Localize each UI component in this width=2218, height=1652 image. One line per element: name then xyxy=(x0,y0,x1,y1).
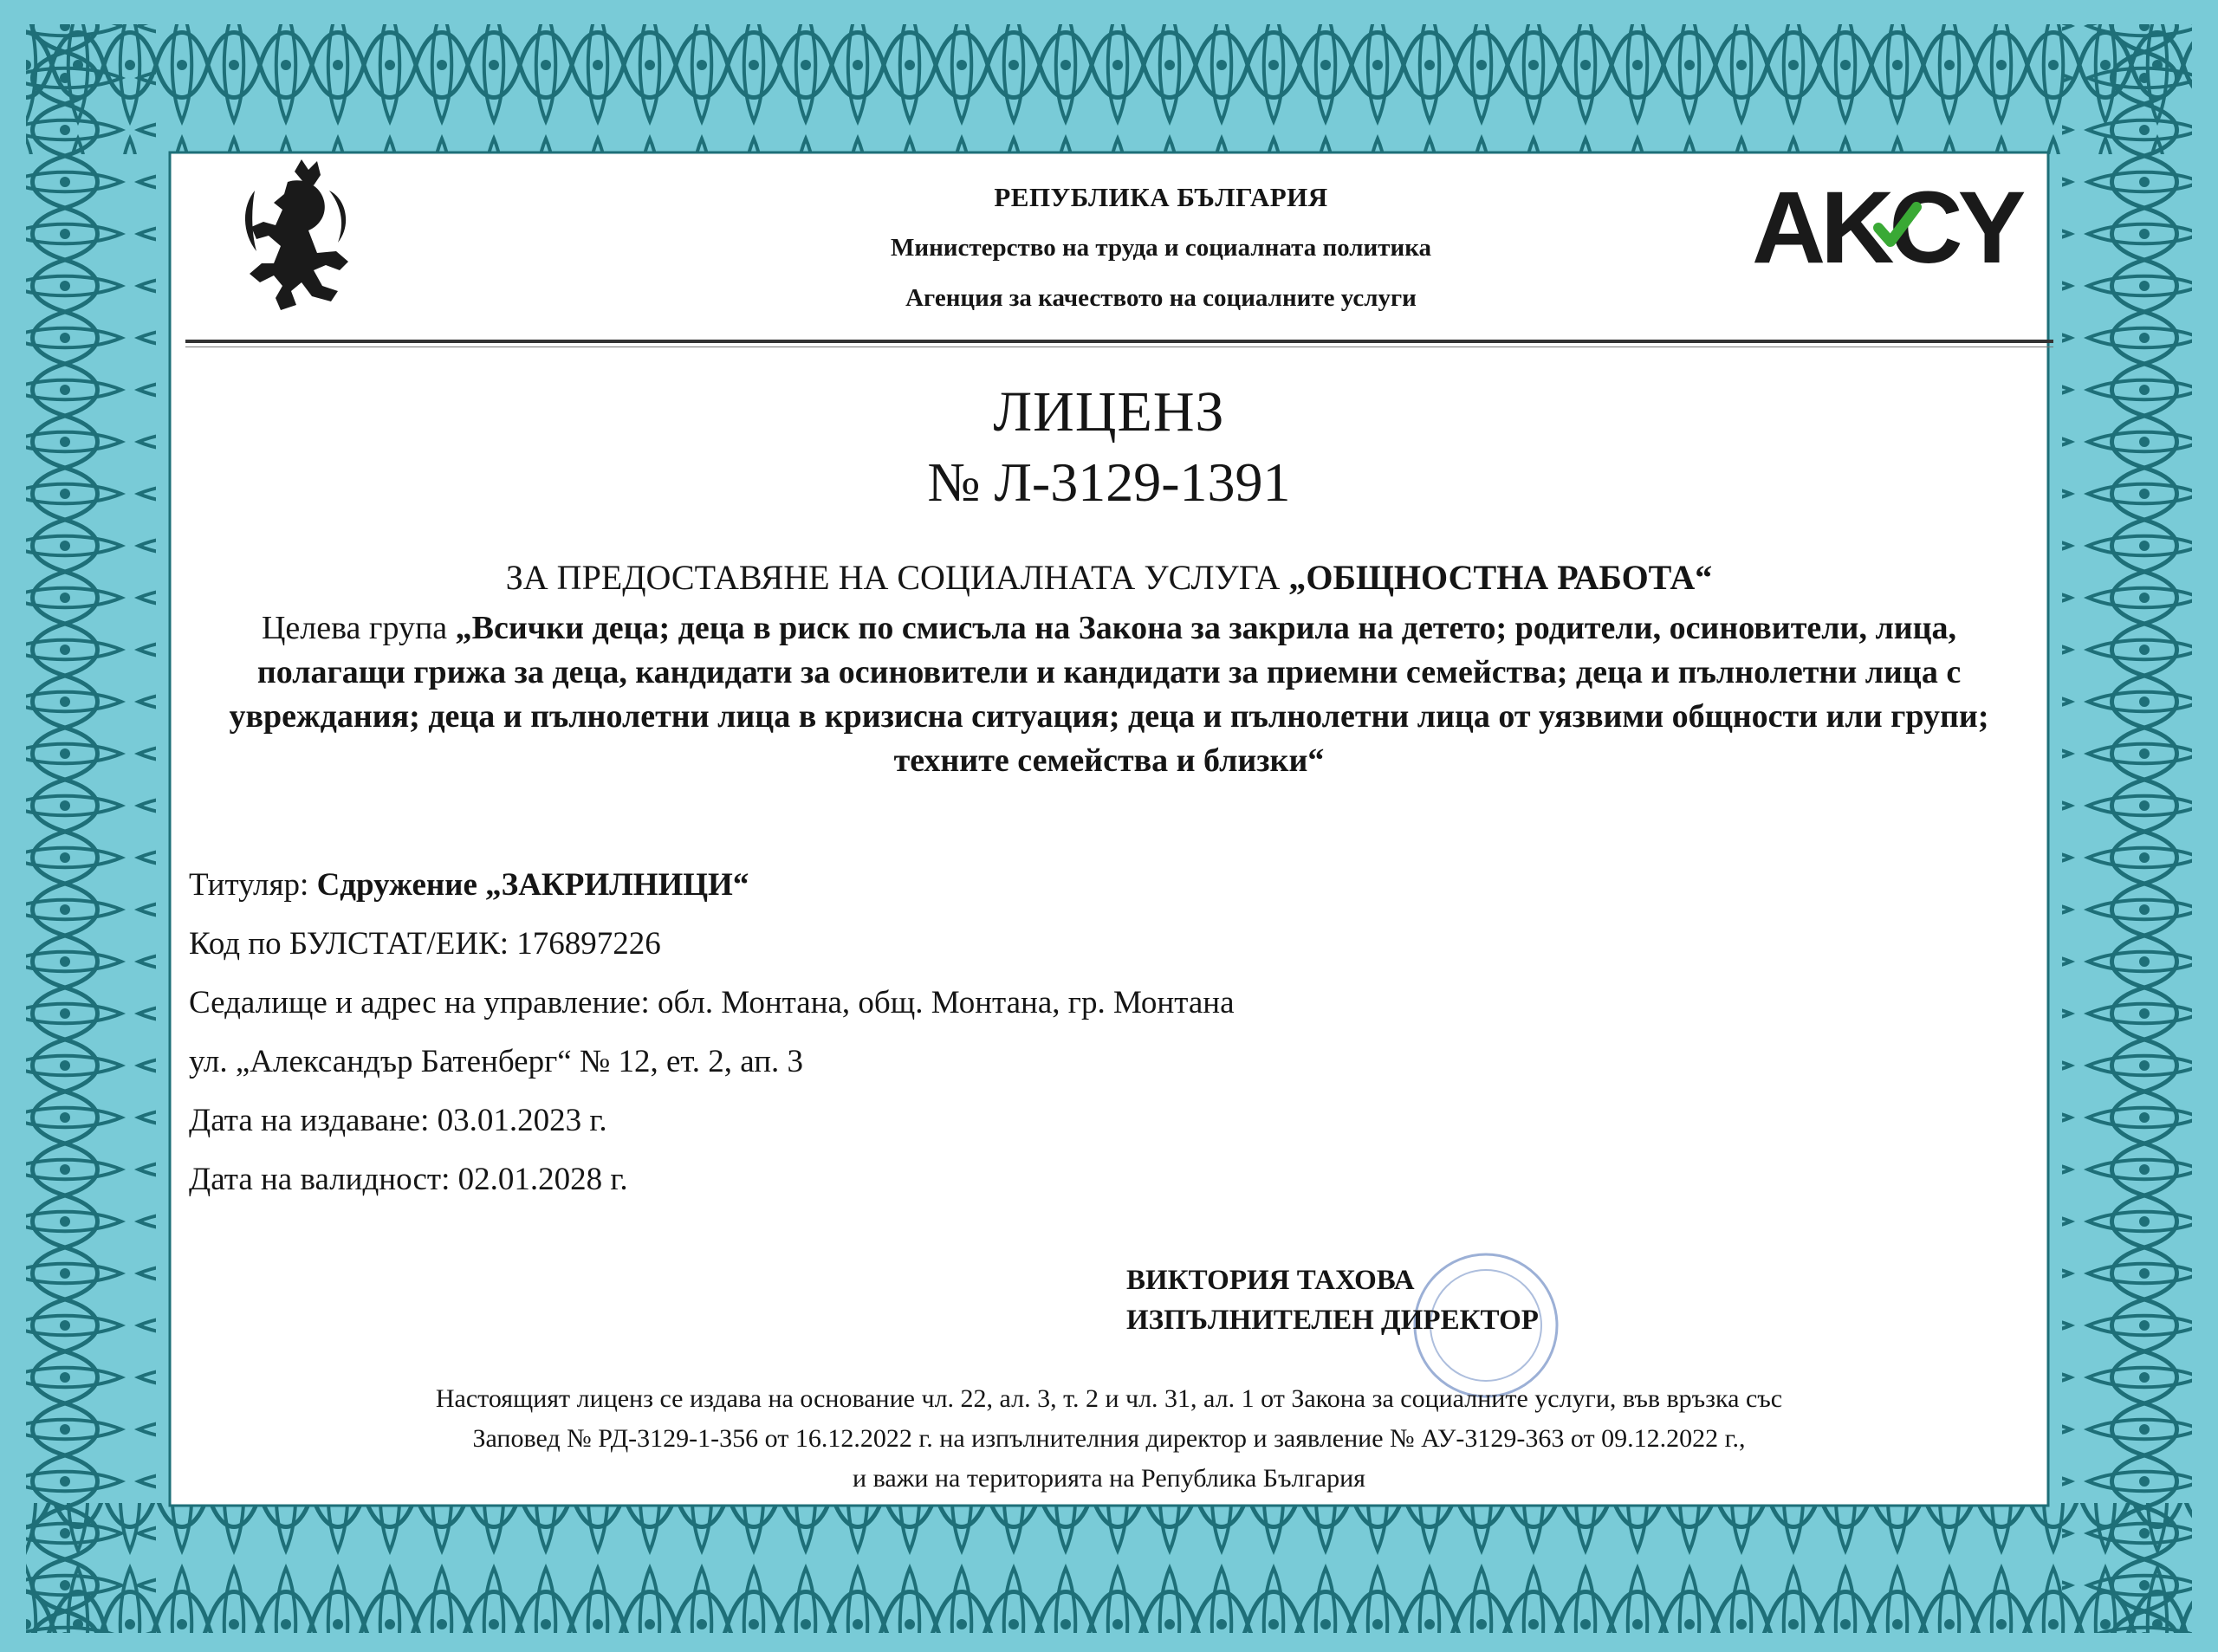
agency-logo xyxy=(1750,171,2021,285)
address-line-1: Седалище и адрес на управление: обл. Монтана, общ. Монтана, гр. Монтана xyxy=(189,985,1235,1020)
header-divider xyxy=(185,340,2053,343)
license-number: № Л-3129-1391 xyxy=(927,451,1291,513)
target-group xyxy=(208,606,2010,783)
address-line-2: ул. „Александър Батенберг“ № 12, ет. 2, ап. 3 xyxy=(189,1044,804,1079)
target-text: „Всички деца; деца в риск по смисъла на Закона за закрила на детето; родители, осиновители, лица, полагащи грижа за деца, кандидати за осиновители и кандидати за приемни семейства; деца и пълнолетни лица с увреждания; деца и пълнолетни лица в кризисна ситуация; деца и пълнолетни лица от уязвими общности или групи; техните семейства и близки“ xyxy=(229,610,1989,779)
service-line xyxy=(173,557,2045,598)
signatory-position: ИЗПЪЛНИТЕЛЕН ДИРЕКТОР xyxy=(1126,1305,1539,1336)
footer-line-3: и важи на територията на Република България xyxy=(853,1464,1365,1493)
logo-text: AKCY xyxy=(1752,171,2021,285)
lion-coat-of-arms-icon xyxy=(234,156,364,321)
holder-label: Титуляр: xyxy=(189,867,317,903)
country-name: РЕПУБЛИКА БЪЛГАРИЯ xyxy=(994,182,1328,212)
certificate-body xyxy=(173,156,2045,1493)
footer-line-2: Заповед № РД-3129-1-356 от 16.12.2022 г. на изпълнителния директор и заявление № АУ-3129-363 от 09.12.2022 г., xyxy=(472,1424,1746,1453)
issue-date: Дата на издаване: 03.01.2023 г. xyxy=(189,1103,607,1138)
agency-name: Агенция за качеството на социалните услуги xyxy=(905,284,1417,312)
license-title: ЛИЦЕНЗ xyxy=(993,380,1225,444)
holder-value: Сдружение „ЗАКРИЛНИЦИ“ xyxy=(316,867,749,903)
legal-basis xyxy=(208,1379,2010,1499)
target-prefix: Целева група xyxy=(261,610,456,646)
holder-line xyxy=(189,866,1748,904)
ministry-name: Министерство на труда и социалната политика xyxy=(891,234,1431,262)
service-prefix: ЗА ПРЕДОСТАВЯНЕ НА СОЦИАЛНАТА УСЛУГА xyxy=(505,558,1289,597)
valid-date: Дата на валидност: 02.01.2028 г. xyxy=(189,1162,628,1197)
signature-block xyxy=(1126,1260,1539,1340)
service-name: „ОБЩНОСТНА РАБОТА“ xyxy=(1288,558,1713,597)
bulstat-line: Код по БУЛСТАТ/ЕИК: 176897226 xyxy=(189,926,661,962)
signatory-name: ВИКТОРИЯ ТАХОВА xyxy=(1126,1265,1415,1296)
footer-line-1: Настоящият лиценз се издава на основание чл. 22, ал. 3, т. 2 и чл. 31, ал. 1 от Закона за социалните услуги, във връзка със xyxy=(435,1384,1783,1413)
